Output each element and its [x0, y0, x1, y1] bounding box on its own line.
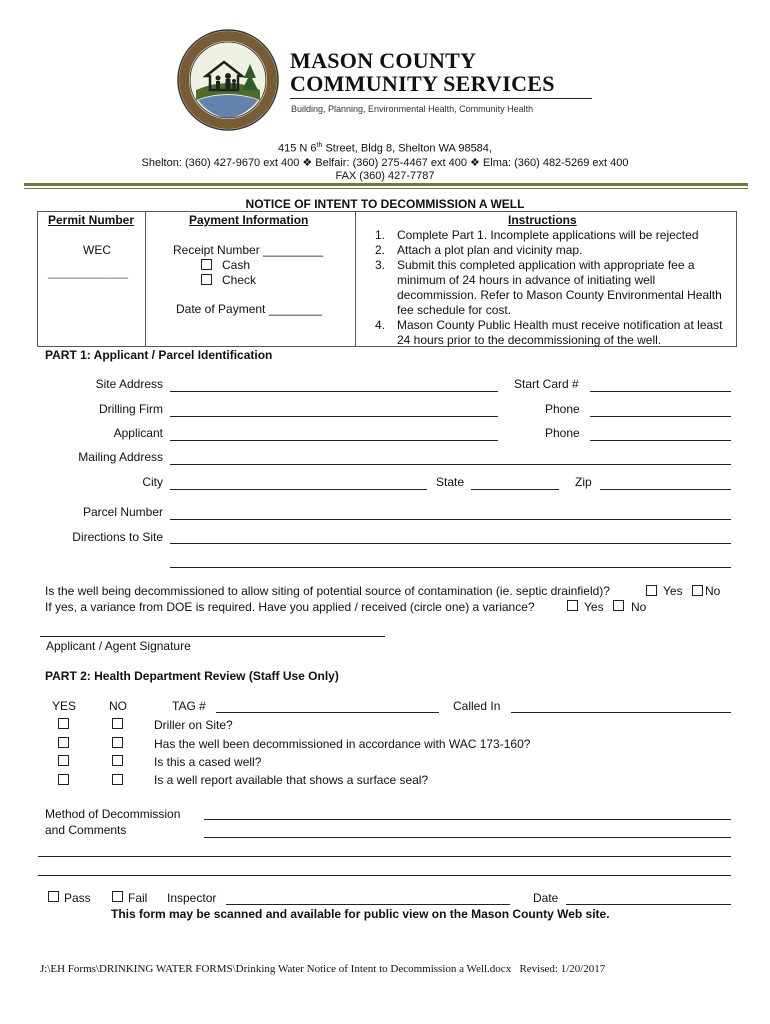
receipt-number-field[interactable]: Receipt Number _________	[173, 243, 324, 257]
phone2-input[interactable]	[590, 440, 731, 441]
no-column-header: NO	[109, 699, 127, 713]
signature-label: Applicant / Agent Signature	[46, 639, 191, 653]
review-question: Is this a cased well?	[154, 755, 262, 769]
called-in-label: Called In	[453, 699, 501, 713]
part1-heading: PART 1: Applicant / Parcel Identification	[45, 348, 273, 362]
start-card-input[interactable]	[590, 391, 731, 392]
driller-no-checkbox[interactable]	[112, 718, 123, 729]
comments-input-4[interactable]	[38, 875, 731, 876]
review-question: Is a well report available that shows a surface seal?	[154, 773, 429, 787]
called-in-input[interactable]	[511, 712, 731, 713]
question-variance: If yes, a variance from DOE is required. Have you applied / received (circle one) a variance?	[45, 600, 535, 614]
cased-yes-checkbox[interactable]	[58, 755, 69, 766]
review-question: Driller on Site?	[154, 718, 233, 732]
applicant-input[interactable]	[170, 440, 498, 441]
method-input-2[interactable]	[204, 837, 731, 838]
q1-yes-checkbox[interactable]	[646, 585, 657, 596]
instructions-list	[375, 228, 737, 348]
city-input[interactable]	[170, 489, 427, 490]
parcel-number-input[interactable]	[170, 519, 731, 520]
org-title-line2: COMMUNITY SERVICES	[290, 71, 555, 96]
q2-yes-label: Yes	[584, 600, 604, 614]
date-of-payment-field[interactable]: Date of Payment ________	[176, 302, 323, 316]
pass-label: Pass	[64, 891, 91, 905]
city-label: City	[142, 475, 163, 489]
form-title: NOTICE OF INTENT TO DECOMMISSION A WELL	[245, 197, 525, 211]
review-question: Has the well been decommissioned in accordance with WAC 173-160?	[154, 737, 531, 751]
phone1-label: Phone	[545, 402, 580, 416]
zip-input[interactable]	[600, 489, 731, 490]
directions-input-1[interactable]	[170, 543, 731, 544]
address-line3: FAX (360) 427-7787	[335, 170, 435, 182]
payment-heading: Payment Information	[189, 213, 309, 227]
method-label-line2: and Comments	[45, 823, 127, 837]
permit-prefix: WEC	[83, 243, 111, 257]
footer-file-path	[40, 963, 605, 975]
logo-underline	[290, 98, 592, 99]
wac-no-checkbox[interactable]	[112, 737, 123, 748]
box-divider-1	[145, 211, 146, 347]
site-address-input[interactable]	[170, 391, 498, 392]
instruction-item: 4. Mason County Public Health must receive notification at least 24 hours prior to the decommissioning of the well.	[375, 318, 723, 347]
wac-yes-checkbox[interactable]	[58, 737, 69, 748]
comments-input-3[interactable]	[38, 856, 731, 857]
cased-no-checkbox[interactable]	[112, 755, 123, 766]
tag-label: TAG #	[172, 699, 206, 713]
phone1-input[interactable]	[590, 416, 731, 417]
method-input-1[interactable]	[204, 819, 731, 820]
directions-label: Directions to Site	[72, 530, 163, 544]
address-street: 415 N 6	[278, 142, 317, 155]
site-address-label: Site Address	[95, 377, 163, 391]
parcel-number-label: Parcel Number	[82, 505, 163, 519]
permit-heading: Permit Number	[48, 213, 135, 227]
header-rule-thin	[24, 188, 748, 189]
footer-path: J:\EH Forms\DRINKING WATER FORMS\Drinking Water Notice of Intent to Decommission a Well.docx	[40, 963, 512, 975]
date-input[interactable]	[566, 904, 731, 905]
report-yes-checkbox[interactable]	[58, 774, 69, 785]
address-line2: Shelton: (360) 427-9670 ext 400 ❖ Belfair: (360) 275-4467 ext 400 ❖ Elma: (360) 482-5269 ext 400	[141, 157, 629, 169]
fail-label: Fail	[128, 891, 148, 905]
instruction-item: 3. Submit this completed application with appropriate fee a minimum of 24 hours in advance of initiating well decommission. Refer to Mason County Environmental Health fee schedule for cost.	[375, 258, 722, 317]
instruction-item: 2. Attach a plot plan and vicinity map.	[375, 243, 583, 257]
mailing-address-label: Mailing Address	[78, 450, 163, 464]
cash-checkbox[interactable]	[201, 259, 212, 270]
instruction-item: 1. Complete Part 1. Incomplete applications will be rejected	[375, 228, 699, 242]
public-view-notice: This form may be scanned and available for public view on the Mason County Web site.	[111, 907, 610, 921]
state-label: State	[436, 475, 465, 489]
applicant-label: Applicant	[113, 426, 163, 440]
instructions-heading: Instructions	[508, 213, 577, 227]
q2-yes-checkbox[interactable]	[567, 600, 578, 611]
method-label-line1: Method of Decommission	[45, 807, 181, 821]
logo-seal	[176, 28, 280, 132]
address-city: Street, Bldg 8, Shelton WA 98584,	[322, 142, 492, 155]
start-card-label: Start Card #	[514, 377, 579, 391]
mailing-address-input[interactable]	[170, 464, 731, 465]
footer-revised: Revised: 1/20/2017	[519, 963, 606, 975]
pass-checkbox[interactable]	[48, 891, 59, 902]
check-checkbox[interactable]	[201, 274, 212, 285]
driller-yes-checkbox[interactable]	[58, 718, 69, 729]
question-septic: Is the well being decommissioned to allow siting of potential source of contamination (ie. septic drainfield)?	[45, 584, 610, 598]
cash-label: Cash	[222, 258, 251, 272]
seal-graphic	[176, 28, 280, 132]
part2-heading: PART 2: Health Department Review (Staff Use Only)	[45, 669, 339, 683]
address-line1	[0, 142, 770, 155]
inspector-input[interactable]	[226, 904, 510, 905]
fail-checkbox[interactable]	[112, 891, 123, 902]
report-no-checkbox[interactable]	[112, 774, 123, 785]
org-title-line1: MASON COUNTY	[290, 48, 477, 73]
drilling-firm-input[interactable]	[170, 416, 498, 417]
yes-column-header: YES	[52, 699, 77, 713]
drilling-firm-label: Drilling Firm	[99, 402, 163, 416]
q2-no-checkbox[interactable]	[613, 600, 624, 611]
signature-line[interactable]	[40, 636, 385, 637]
q2-no-label: No	[631, 600, 647, 614]
zip-label: Zip	[575, 475, 592, 489]
header-rule	[24, 183, 748, 186]
q1-no-checkbox[interactable]	[692, 585, 703, 596]
permit-number-blank[interactable]: ____________	[48, 265, 129, 279]
q1-yes-label: Yes	[663, 584, 683, 598]
org-tagline: Building, Planning, Environmental Health, Community Health	[291, 104, 534, 114]
box-divider-2	[355, 211, 356, 347]
state-input[interactable]	[471, 489, 559, 490]
check-label: Check	[222, 273, 257, 287]
date-label: Date	[533, 891, 559, 905]
q1-no-label: No	[705, 584, 721, 598]
tag-input[interactable]	[216, 712, 439, 713]
address-sup: th	[316, 142, 323, 149]
phone2-label: Phone	[545, 426, 580, 440]
inspector-label: Inspector	[167, 891, 217, 905]
directions-input-2[interactable]	[170, 567, 731, 568]
